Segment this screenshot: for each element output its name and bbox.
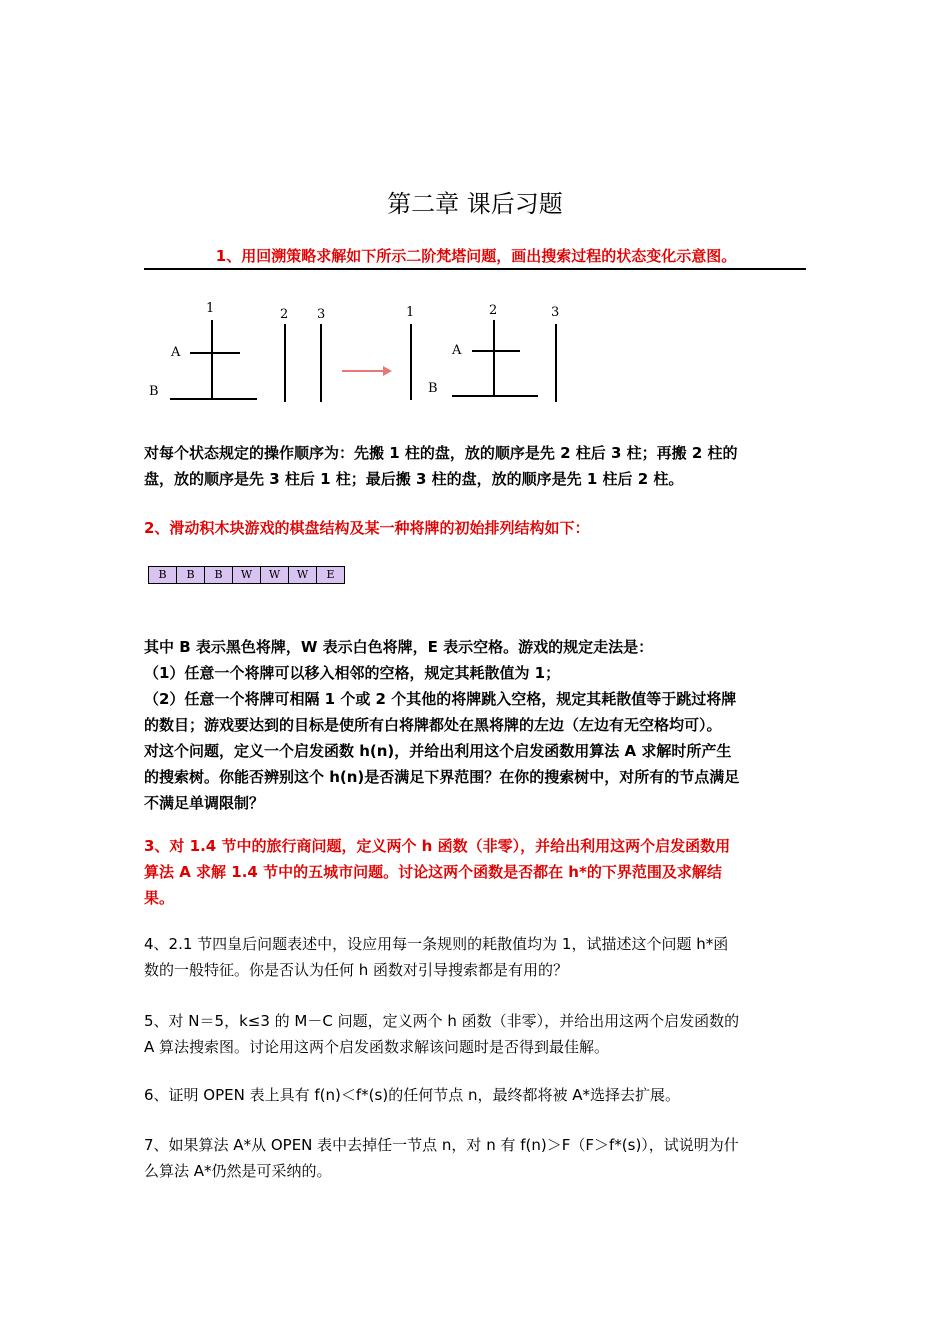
tile: B — [205, 567, 233, 583]
q2-body — [144, 634, 808, 816]
tile-board — [148, 566, 345, 584]
disk-label-a: A — [171, 345, 181, 360]
text-line: （2）任意一个将牌可相隔 1 个或 2 个其他的将牌跳入空格，规定其耗散值等于跳过将牌 — [144, 690, 737, 708]
heading-underline — [144, 268, 806, 270]
page-title: 第二章 课后习题 — [387, 190, 563, 218]
disk-label-a: A — [452, 343, 462, 358]
hanoi-diagram — [140, 292, 580, 412]
question-3 — [144, 833, 808, 911]
transition-arrow-icon — [342, 366, 392, 376]
disk-label-b: B — [149, 384, 159, 399]
text-line: 盘，放的顺序是先 3 柱后 1 柱；最后搬 3 柱的盘，放的顺序是先 1 柱后 2 柱。 — [144, 470, 684, 488]
question-5 — [144, 1008, 808, 1060]
peg-label-2: 2 — [489, 303, 498, 318]
tile: W — [289, 567, 317, 583]
text-line: 4、2.1 节四皇后问题表述中，设应用每一条规则的耗散值均为 1，试描述这个问题 h*函 — [144, 935, 729, 953]
tile: B — [149, 567, 177, 583]
tile: W — [233, 567, 261, 583]
question-6 — [144, 1082, 808, 1108]
tile: B — [177, 567, 205, 583]
text-line: 对每个状态规定的操作顺序为：先搬 1 柱的盘，放的顺序是先 2 柱后 3 柱；再搬 2 柱的 — [144, 444, 738, 462]
text-line: （1）任意一个将牌可以移入相邻的空格，规定其耗散值为 1； — [144, 664, 561, 682]
peg-label-2: 2 — [280, 307, 289, 322]
text-line: 果。 — [144, 889, 175, 907]
text-line: 的搜索树。你能否辨别这个 h(n)是否满足下界范围？在你的搜索树中，对所有的节点满足 — [144, 768, 740, 786]
text-line: 算法 A 求解 1.4 节中的五城市问题。讨论这两个函数是否都在 h*的下界范围及求解结 — [144, 863, 722, 881]
text-line: 不满足单调限制？ — [144, 794, 265, 812]
text-line: 对这个问题，定义一个启发函数 h(n)，并给出利用这个启发函数用算法 A 求解时所产生 — [144, 742, 732, 760]
hanoi-initial-state — [149, 301, 325, 402]
peg-label-3: 3 — [551, 305, 560, 320]
question-4 — [144, 931, 808, 983]
peg-label-3: 3 — [317, 307, 326, 322]
tile: E — [326, 568, 335, 581]
question-7 — [144, 1132, 808, 1184]
text-line: 7、如果算法 A*从 OPEN 表中去掉任一节点 n，对 n 有 f(n)＞F（F＞f*(s)），试说明为什 — [144, 1136, 739, 1154]
text-line: 的数目；游戏要达到的目标是使所有白将牌都处在黑将牌的左边（左边有无空格均可）。 — [144, 716, 722, 734]
question-2: 2、滑动积木块游戏的棋盘结构及某一种将牌的初始排列结构如下： — [144, 519, 590, 537]
peg-label-1: 1 — [406, 305, 415, 320]
text-line: 3、对 1.4 节中的旅行商问题，定义两个 h 函数（非零），并给出利用这两个启发函数用 — [144, 837, 731, 855]
disk-label-b: B — [428, 381, 438, 396]
q1-operation-order — [144, 440, 808, 492]
question-1: 1、用回溯策略求解如下所示二阶梵塔问题，画出搜索过程的状态变化示意图。 — [215, 247, 737, 265]
hanoi-goal-state — [406, 303, 559, 402]
tile: W — [261, 567, 289, 583]
text-line: A 算法搜索图。讨论用这两个启发函数求解该问题时是否得到最佳解。 — [144, 1038, 610, 1056]
text-line: 6、证明 OPEN 表上具有 f(n)＜f*(s)的任何节点 n，最终都将被 A*选择去扩展。 — [144, 1086, 680, 1104]
text-line: 么算法 A*仍然是可采纳的。 — [144, 1162, 332, 1180]
text-line: 5、对 N＝5，k≤3 的 M－C 问题，定义两个 h 函数（非零），并给出用这两个启发函数的 — [144, 1012, 740, 1030]
text-line: 其中 B 表示黑色将牌，W 表示白色将牌，E 表示空格。游戏的规定走法是： — [144, 638, 654, 656]
text-line: 数的一般特征。你是否认为任何 h 函数对引导搜索都是有用的？ — [144, 961, 569, 979]
peg-label-1: 1 — [206, 301, 215, 316]
